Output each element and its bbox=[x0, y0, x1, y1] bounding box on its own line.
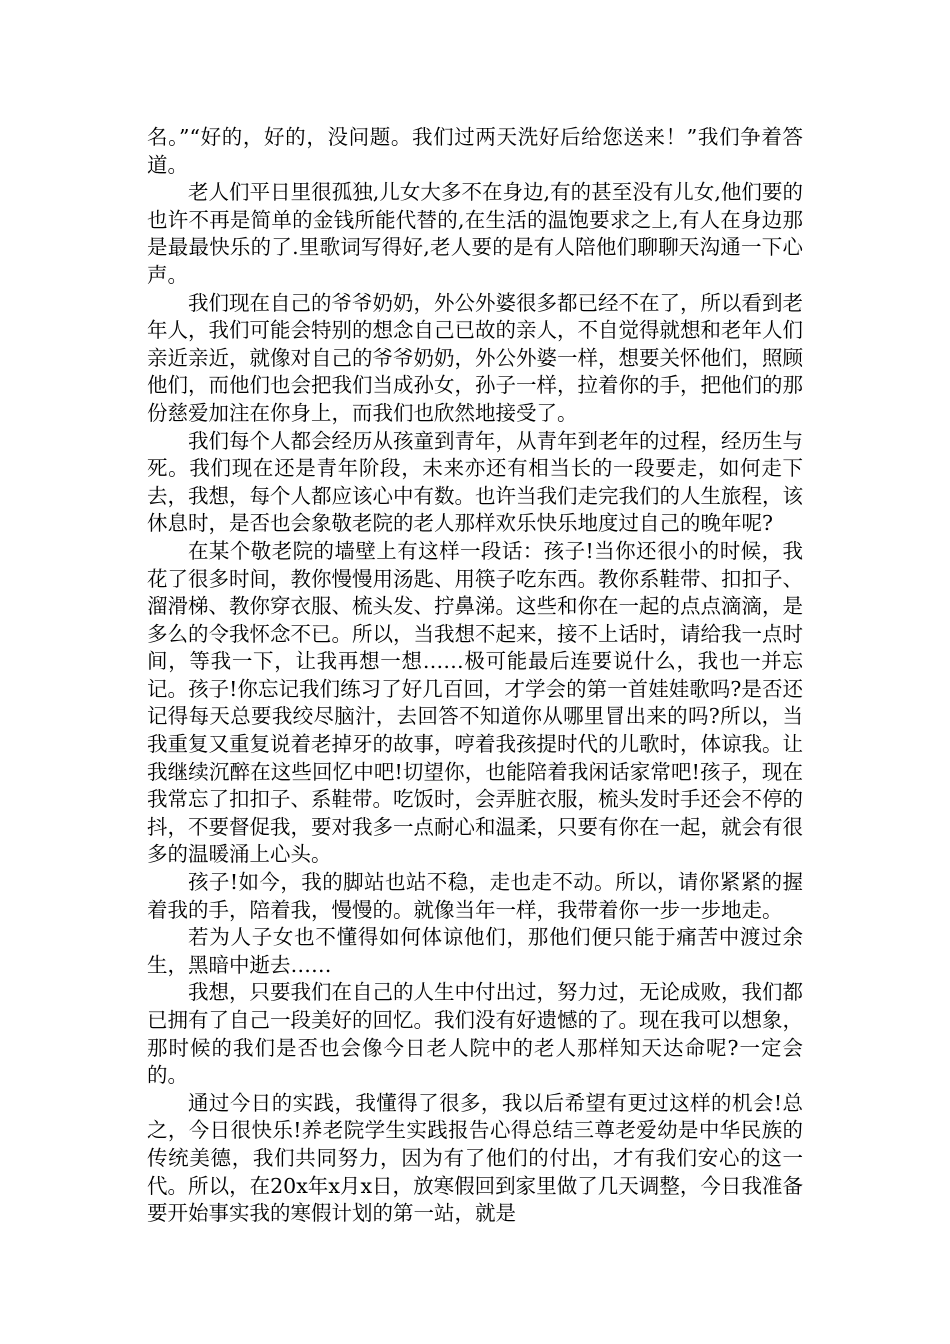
paragraph-elderly-loneliness: 老人们平日里很孤独,儿女大多不在身边,有的甚至没有儿女,他们要的也许不再是简单的金钱所能代替的,在生活的温饱要求之上,有人在身边那是最最快乐的了.里歌词写得好,老人要的是有人陪他们聊聊天沟通一下心声。 bbox=[147, 180, 803, 287]
paragraph-continuation: 名。”“好的，好的，没问题。我们过两天洗好后给您送来！”我们争着答道。 bbox=[147, 125, 803, 177]
paragraph-grandparents: 我们现在自己的爷爷奶奶，外公外婆很多都已经不在了，所以看到老年人，我们可能会特别的想念自己已故的亲人，不自觉得就想和老年人们亲近亲近，就像对自己的爷爷奶奶，外公外婆一样，想要关怀他们，照顾他们，而他们也会把我们当成孙女，孙子一样，拉着你的手，把他们的那份慈爱加注在你身上，而我们也欣然地接受了。 bbox=[147, 290, 803, 425]
paragraph-wall-message: 在某个敬老院的墙壁上有这样一段话：孩子!当你还很小的时候，我花了很多时间，教你慢慢用汤匙、用筷子吃东西。教你系鞋带、扣扣子、溜滑梯、教你穿衣服、梳头发、拧鼻涕。这些和你在一起的点点滴滴，是多么的令我怀念不已。所以，当我想不起来，接不上话时，请给我一点时间，等我一下，让我再想一想……极可能最后连要说什么，我也一并忘记。孩子!你忘记我们练习了好几百回，才学会的第一首娃娃歌吗?是否还记得每天总要我绞尽脑汁，去回答不知道你从哪里冒出来的吗?所以，当我重复又重复说着老掉牙的故事，哼着我孩提时代的儿歌时，体谅我。让我继续沉醉在这些回忆中吧!切望你，也能陪着我闲话家常吧!孩子，现在我常忘了扣扣子、系鞋带。吃饭时，会弄脏衣服，梳头发时手还会不停的抖，不要督促我，要对我多一点耐心和温柔，只要有你在一起，就会有很多的温暖涌上心头。 bbox=[147, 538, 803, 867]
paragraph-hold-my-hand: 孩子!如今，我的脚站也站不稳，走也走不动。所以，请你紧紧的握着我的手，陪着我，慢慢的。就像当年一样，我带着你一步一步地走。 bbox=[147, 870, 803, 922]
paragraph-reflection: 我想，只要我们在自己的人生中付出过，努力过，无论成败，我们都已拥有了自己一段美好的回忆。我们没有好遗憾的了。现在我可以想象，那时候的我们是否也会像今日老人院中的老人那样知天达命呢?一定会的。 bbox=[147, 980, 803, 1088]
paragraph-conclusion: 通过今日的实践，我懂得了很多，我以后希望有更过这样的机会!总之，今日很快乐!养老院学生实践报告心得总结三尊老爱幼是中华民族的传统美德，我们共同努力，因为有了他们的付出，才有我们安心的这一代。所以，在20x年x月x日，放寒假回到家里做了几天调整，今日我准备要开始事实我的寒假计划的第一站，就是 bbox=[147, 1090, 803, 1226]
paragraph-children-duty: 若为人子女也不懂得如何体谅他们，那他们便只能于痛苦中渡过余生，黑暗中逝去…… bbox=[147, 925, 803, 977]
paragraph-life-journey: 我们每个人都会经历从孩童到青年，从青年到老年的过程，经历生与死。我们现在还是青年阶段，未来亦还有相当长的一段要走，如何走下去，我想，每个人都应该心中有数。也许当我们走完我们的人生旅程，该休息时，是否也会象敬老院的老人那样欢乐快乐地度过自己的晚年呢? bbox=[147, 428, 803, 536]
document-body bbox=[147, 124, 803, 1228]
